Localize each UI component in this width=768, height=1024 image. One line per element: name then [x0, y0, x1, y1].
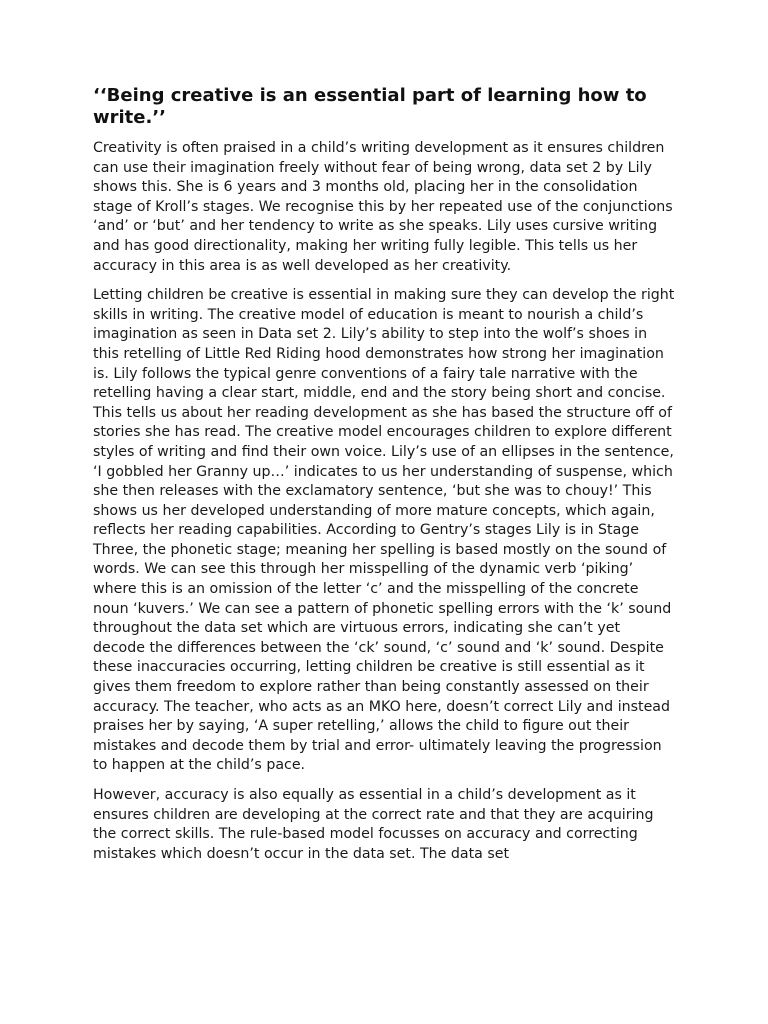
document-title: ‘‘Being creative is an essential part of learning how to write.’’	[93, 85, 647, 128]
paragraph-3: However, accuracy is also equally as essential in a child’s development as it ensures children are developing at the correct rate and that they are acquiring the correct skills. The rule-based model focusses on accuracy and correcting mistakes which doesn’t occur in the data set. The data set	[93, 787, 654, 862]
paragraph-2: Letting children be creative is essential in making sure they can develop the right skills in writing. The creative model of education is meant to nourish a child’s imagination as seen in Data set 2. Lily’s ability to step into the wolf’s shoes in this retelling of Little Red Riding hood demonstrates how strong her imagination is. Lily follows the typical genre conventions of a fairy tale narrative with the retelling having a clear start, middle, end and the story being short and concise. This tells us about her reading development as she has based the structure off of stories she has read. The creative model encourages children to explore different styles of writing and find their own voice. Lily’s use of an ellipses in the sentence, ‘I gobbled her Granny up…’ indicates to us her understanding of suspense, which she then releases with the exclamatory sentence, ‘but she was to chouy!’ This shows us her developed understanding of more mature concepts, which again, reflects her reading capabilities. According to Gentry’s stages Lily is in Stage Three, the phonetic stage; meaning her spelling is based mostly on the sound of words. We can see this through her misspelling of the dynamic verb ‘piking’ where this is an omission of the letter ‘c’ and the misspelling of the concrete noun ‘kuvers.’ We can see a pattern of phonetic spelling errors with the ‘k’ sound throughout the data set which are virtuous errors, indicating she can’t yet decode the differences between the ‘ck’ sound, ‘c’ sound and ‘k’ sound. Despite these inaccuracies occurring, letting children be creative is still essential as it gives them freedom to explore rather than being constantly assessed on their accuracy. The teacher, who acts as an MKO here, doesn’t correct Lily and instead praises her by saying, ‘A super retelling,’ allows the child to figure out their mistakes and decode them by trial and error- ultimately leaving the progression to happen at the child’s pace.	[93, 287, 675, 774]
document-page	[93, 85, 675, 874]
paragraph-1: Creativity is often praised in a child’s writing development as it ensures children can use their imagination freely without fear of being wrong, data set 2 by Lily shows this. She is 6 years and 3 months old, placing her in the consolidation stage of Kroll’s stages. We recognise this by her repeated use of the conjunctions ‘and’ or ‘but’ and her tendency to write as she speaks. Lily uses cursive writing and has good directionality, making her writing fully legible. This tells us her accuracy in this area is as well developed as her creativity.	[93, 140, 673, 274]
